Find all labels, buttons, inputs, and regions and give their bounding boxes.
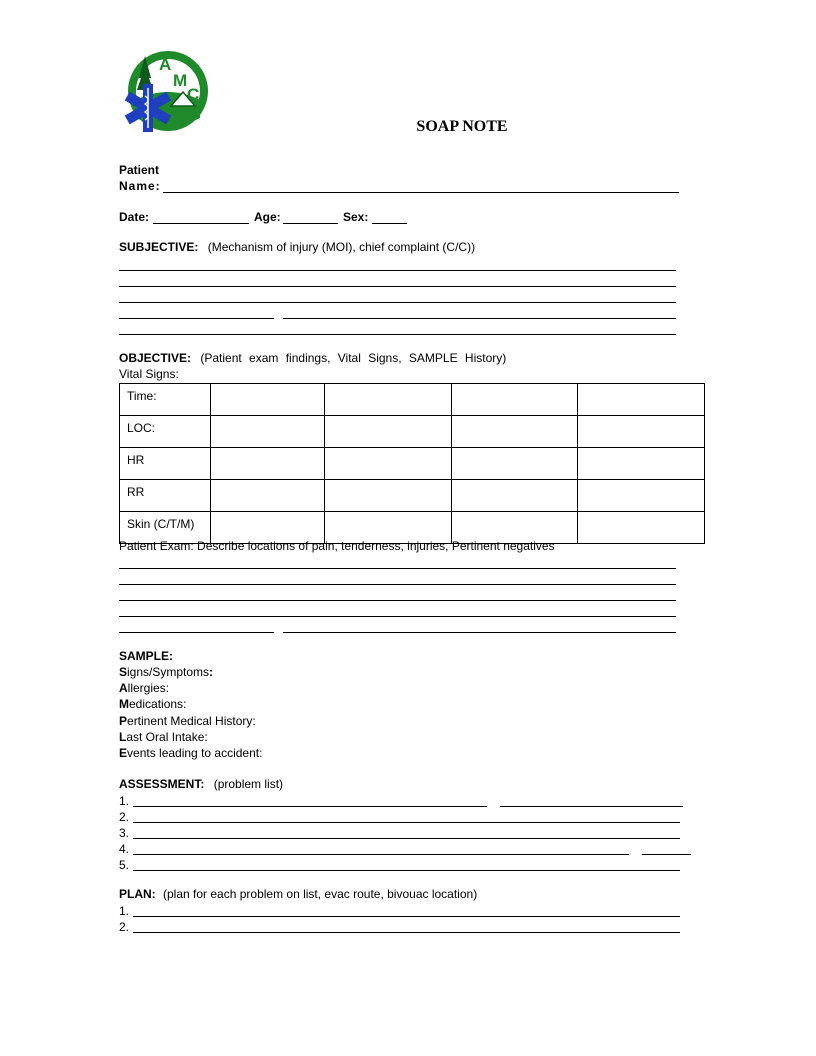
vitals-cell[interactable] bbox=[325, 416, 452, 448]
objective-section bbox=[119, 351, 506, 365]
assessment-description: (problem list) bbox=[213, 777, 284, 791]
date-blank[interactable] bbox=[153, 223, 249, 224]
exam-line[interactable] bbox=[119, 584, 676, 585]
vitals-cell[interactable] bbox=[211, 480, 325, 512]
assessment-line[interactable] bbox=[133, 822, 680, 823]
vital-signs-table bbox=[119, 383, 705, 544]
vitals-cell[interactable] bbox=[578, 512, 705, 544]
plan-description: (plan for each problem on list, evac route, bivouac location) bbox=[163, 887, 478, 901]
subjective-line[interactable] bbox=[283, 318, 676, 319]
name-blank[interactable] bbox=[163, 192, 679, 193]
objective-description: (Patient exam findings, Vital Signs, SAMPLE History) bbox=[200, 351, 507, 365]
subjective-description: (Mechanism of injury (MOI), chief complaint (C/C)) bbox=[207, 240, 476, 254]
name-label: Name: bbox=[119, 179, 161, 193]
subjective-section bbox=[119, 240, 475, 254]
subjective-line[interactable] bbox=[119, 302, 676, 303]
table-row bbox=[120, 384, 705, 416]
objective-heading: OBJECTIVE: bbox=[119, 351, 192, 365]
plan-section bbox=[119, 887, 477, 901]
subjective-line[interactable] bbox=[119, 318, 274, 319]
plan-line[interactable] bbox=[133, 916, 680, 917]
vitals-cell[interactable] bbox=[578, 480, 705, 512]
age-label: Age: bbox=[254, 210, 281, 224]
vitals-cell[interactable] bbox=[578, 384, 705, 416]
sample-item-events: Events leading to accident: bbox=[119, 746, 263, 760]
exam-line[interactable] bbox=[119, 616, 676, 617]
sample-item-signs: Signs/Symptoms: bbox=[119, 665, 214, 679]
sample-item-intake: Last Oral Intake: bbox=[119, 730, 208, 744]
vitals-cell[interactable] bbox=[325, 448, 452, 480]
document-title: SOAP NOTE bbox=[416, 118, 508, 135]
exam-line[interactable] bbox=[119, 600, 676, 601]
vitals-cell[interactable] bbox=[452, 480, 578, 512]
sample-heading: SAMPLE: bbox=[119, 649, 173, 663]
plan-number: 1. bbox=[119, 904, 130, 918]
subjective-line[interactable] bbox=[119, 334, 676, 335]
plan-number: 2. bbox=[119, 920, 130, 934]
vitals-row-label: HR bbox=[120, 448, 211, 480]
vitals-cell[interactable] bbox=[211, 448, 325, 480]
logo-letter-a: A bbox=[159, 55, 172, 74]
assessment-heading: ASSESSMENT: bbox=[119, 777, 205, 791]
vitals-cell[interactable] bbox=[325, 480, 452, 512]
assessment-line[interactable] bbox=[642, 854, 691, 855]
subjective-heading: SUBJECTIVE: bbox=[119, 240, 199, 254]
vitals-row-label: Time: bbox=[120, 384, 211, 416]
sample-item-history: Pertinent Medical History: bbox=[119, 714, 256, 728]
assessment-number: 4. bbox=[119, 842, 130, 856]
patient-exam-label: Patient Exam: Describe locations of pain, tenderness, injuries, Pertinent negatives bbox=[119, 539, 555, 553]
table-row bbox=[120, 448, 705, 480]
vitals-cell[interactable] bbox=[452, 384, 578, 416]
plan-heading: PLAN: bbox=[119, 887, 156, 901]
assessment-number: 5. bbox=[119, 858, 130, 872]
sex-blank[interactable] bbox=[372, 223, 407, 224]
vitals-row-label: RR bbox=[120, 480, 211, 512]
assessment-line[interactable] bbox=[133, 870, 680, 871]
vitals-cell[interactable] bbox=[211, 416, 325, 448]
vitals-row-label: Skin (C/T/M) bbox=[120, 512, 211, 544]
vitals-cell[interactable] bbox=[578, 448, 705, 480]
table-row bbox=[120, 416, 705, 448]
sample-item-allergies: Allergies: bbox=[119, 681, 170, 695]
assessment-line[interactable] bbox=[133, 854, 629, 855]
exam-line[interactable] bbox=[119, 568, 676, 569]
assessment-number: 3. bbox=[119, 826, 130, 840]
vital-signs-label: Vital Signs: bbox=[119, 367, 179, 381]
vitals-cell[interactable] bbox=[452, 448, 578, 480]
sex-label: Sex: bbox=[343, 210, 369, 224]
vitals-cell[interactable] bbox=[452, 416, 578, 448]
vitals-row-label: LOC: bbox=[120, 416, 211, 448]
subjective-line[interactable] bbox=[119, 270, 676, 271]
amc-logo bbox=[121, 48, 213, 136]
vitals-cell[interactable] bbox=[578, 416, 705, 448]
table-row bbox=[120, 480, 705, 512]
assessment-line[interactable] bbox=[500, 806, 683, 807]
assessment-number: 2. bbox=[119, 810, 130, 824]
sample-item-medications: Medications: bbox=[119, 697, 187, 711]
assessment-number: 1. bbox=[119, 794, 130, 808]
exam-line[interactable] bbox=[283, 632, 676, 633]
logo-letter-c: C bbox=[187, 85, 200, 104]
assessment-section bbox=[119, 777, 283, 791]
exam-line[interactable] bbox=[119, 632, 274, 633]
subjective-line[interactable] bbox=[119, 286, 676, 287]
assessment-line[interactable] bbox=[133, 806, 487, 807]
plan-line[interactable] bbox=[133, 932, 680, 933]
patient-label: Patient bbox=[119, 163, 160, 177]
vitals-cell[interactable] bbox=[211, 384, 325, 416]
vitals-cell[interactable] bbox=[325, 384, 452, 416]
logo-letter-m: M bbox=[173, 71, 188, 90]
age-blank[interactable] bbox=[283, 223, 338, 224]
assessment-line[interactable] bbox=[133, 838, 680, 839]
date-label: Date: bbox=[119, 210, 150, 224]
